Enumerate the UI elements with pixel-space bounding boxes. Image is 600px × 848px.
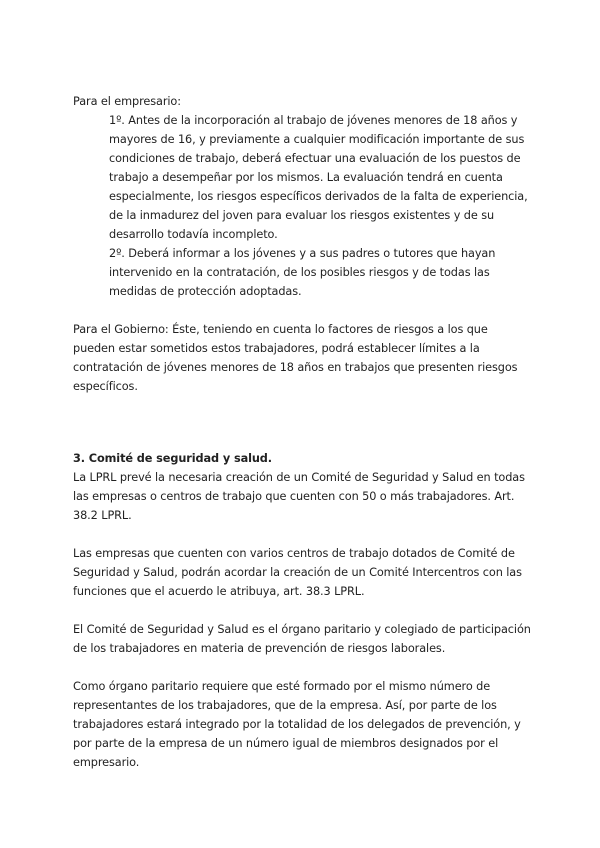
employer-intro-label: Para el empresario: <box>73 95 181 108</box>
spacer <box>73 396 533 449</box>
employer-item-1: 1º. Antes de la incorporación al trabajo de jóvenes menores de 18 años y mayores de 16, y previamente a cualquier modificación importante de sus condiciones de trabajo, deberá efectuar una evaluación de los puestos de trabajo a desempeñar por los mismos. La evaluación tendrá en cuenta especialmente, los riesgos específicos derivados de la falta de experiencia, de la inmadurez del joven para evaluar los riesgos existentes y de su desarrollo todavía incompleto. <box>109 114 528 241</box>
section-heading: 3. Comité de seguridad y salud. <box>73 452 272 465</box>
spacer <box>73 301 533 320</box>
section-paragraph-4: Como órgano paritario requiere que esté formado por el mismo número de representantes de los trabajadores, que de la empresa. Así, por parte de los trabajadores estará integrado por la totalidad de los delegados de prevención, y por parte de la empresa de un número igual de miembros designados por el empresario. <box>73 680 521 769</box>
spacer <box>73 525 533 544</box>
section-paragraph-1: La LPRL prevé la necesaria creación de un Comité de Seguridad y Salud en todas las empresas o centros de trabajo que cuenten con 50 o más trabajadores. Art. 38.2 LPRL. <box>73 471 525 522</box>
spacer <box>73 601 533 620</box>
section-paragraph-2: Las empresas que cuenten con varios centros de trabajo dotados de Comité de Seguridad y Salud, podrán acordar la creación de un Comité Intercentros con las funciones que el acuerdo le atribuya, art. 38.3 LPRL. <box>73 547 522 598</box>
employer-item-2: 2º. Deberá informar a los jóvenes y a sus padres o tutores que hayan intervenido en la contratación, de los posibles riesgos y de todas las medidas de protección adoptadas. <box>109 247 496 298</box>
section-paragraph-3: El Comité de Seguridad y Salud es el órgano paritario y colegiado de participación de los trabajadores en materia de prevención de riesgos laborales. <box>73 623 531 655</box>
government-paragraph: Para el Gobierno: Éste, teniendo en cuenta lo factores de riesgos a los que pueden estar sometidos estos trabajadores, podrá establecer límites a la contratación de jóvenes menores de 18 años en trabajos que presenten riesgos específicos. <box>73 323 518 393</box>
document-body <box>73 92 533 772</box>
spacer <box>73 658 533 677</box>
